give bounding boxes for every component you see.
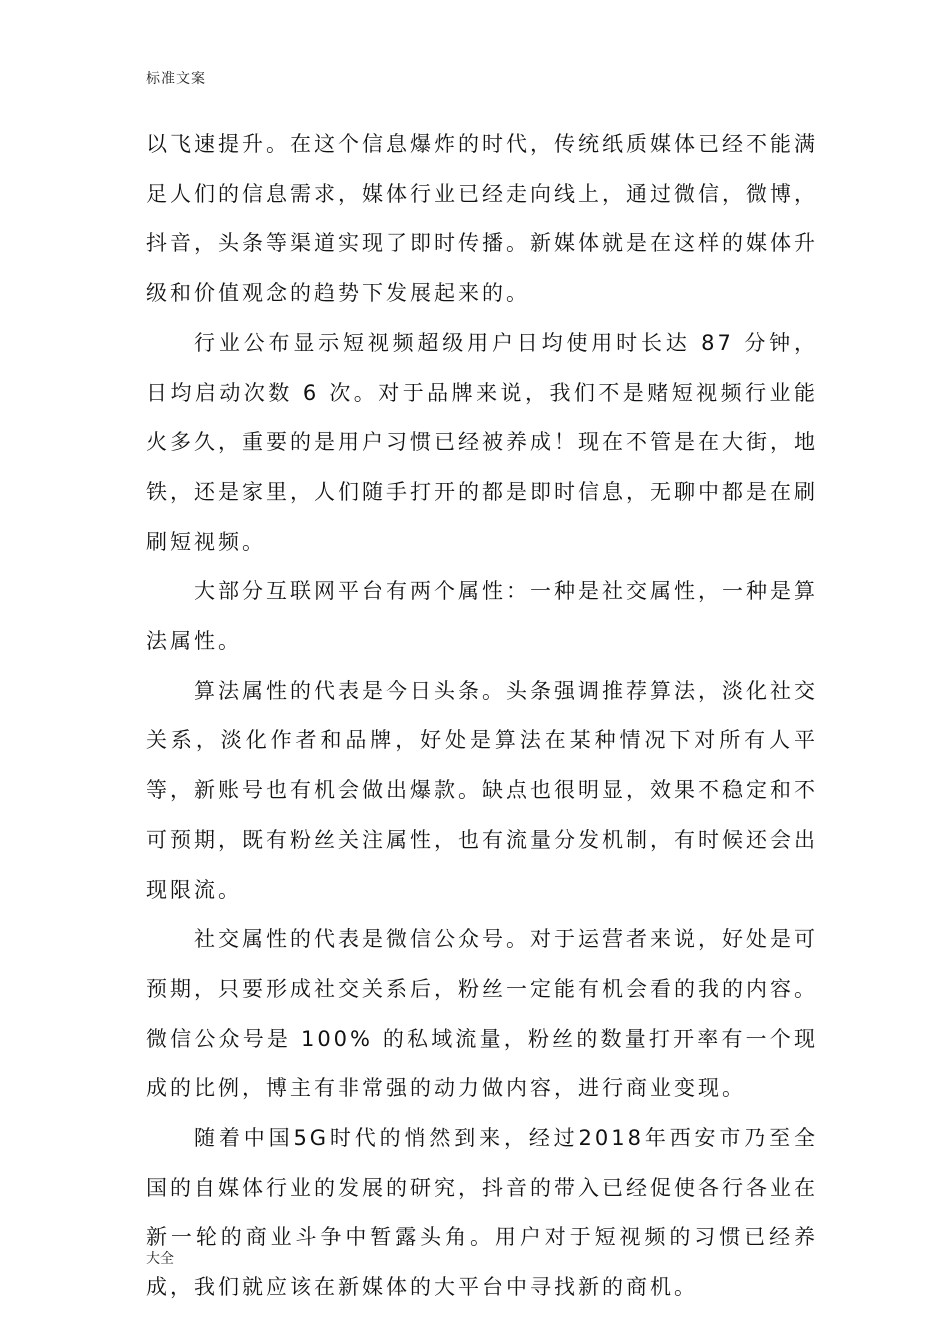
paragraph-social-attribute: 社交属性的代表是微信公众号。对于运营者来说，好处是可预期，只要形成社交关系后，粉丝一定能有机会看的我的内容。微信公众号是 100% 的私域流量，粉丝的数量打开率有一个现成的比例，博主有非常强的动力做内容，进行商业变现。 [146,927,818,1101]
header-divider [146,96,804,97]
page-footer: 大全 [146,1251,174,1267]
paragraph-short-video-usage: 行业公布显示短视频超级用户日均使用时长达 87 分钟，日均启动次数 6 次。对于品牌来说，我们不是赌短视频行业能火多久，重要的是用户习惯已经被养成！现在不管是在大街，地铁，还是家里，人们随手打开的都是即时信息，无聊中都是在刷刷短视频。 [146,330,818,554]
paragraph-5g-era: 随着中国5G时代的悄然到来，经过2018年西安市乃至全国的自媒体行业的发展的研究，抖音的带入已经促使各行各业在新一轮的商业斗争中暂露头角。用户对于短视频的习惯已经养成，我们就应该在新媒体的大平台中寻找新的商机。 [146,1126,818,1300]
document-body [146,120,818,1313]
paragraph-platform-attributes: 大部分互联网平台有两个属性：一种是社交属性，一种是算法属性。 [146,579,818,654]
paragraph-algorithm-attribute: 算法属性的代表是今日头条。头条强调推荐算法，淡化社交关系，淡化作者和品牌，好处是算法在某种情况下对所有人平等，新账号也有机会做出爆款。缺点也很明显，效果不稳定和不可预期，既有粉丝关注属性，也有流量分发机制，有时候还会出现限流。 [146,678,818,902]
paragraph-continuation: 以飞速提升。在这个信息爆炸的时代，传统纸质媒体已经不能满足人们的信息需求，媒体行业已经走向线上，通过微信，微博，抖音，头条等渠道实现了即时传播。新媒体就是在这样的媒体升级和价值观念的趋势下发展起来的。 [146,132,818,306]
page-header: 标准文案 [146,71,206,87]
